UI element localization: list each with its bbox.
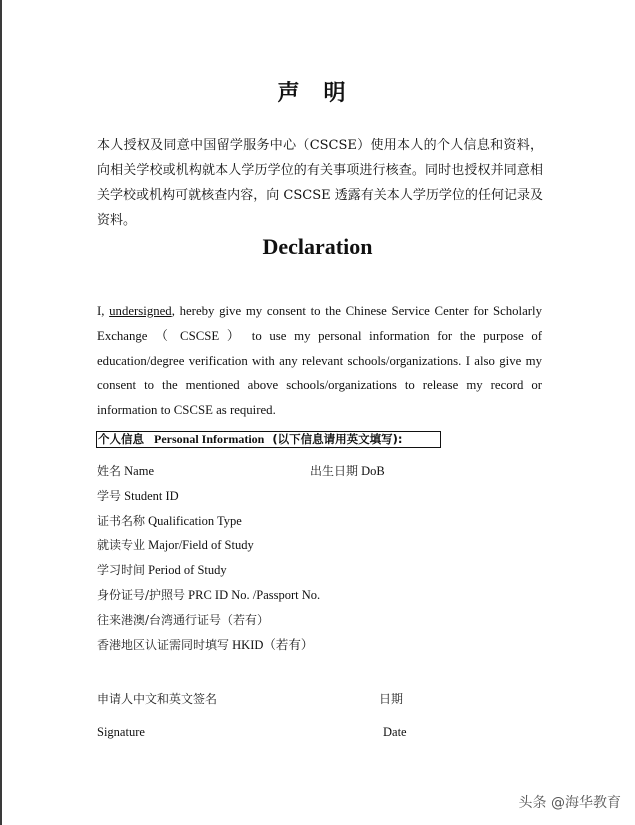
field-period-of-study <box>97 561 227 578</box>
field-label-en: Name <box>124 464 154 478</box>
field-label-en: DoB <box>361 464 385 478</box>
field-label-cn: 证书名称 <box>97 514 146 528</box>
title-english: Declaration <box>262 234 373 259</box>
field-hk-macau-taiwan-permit <box>97 611 269 628</box>
field-label-en: Major/Field of Study <box>148 538 254 552</box>
declaration-paragraph-english <box>97 299 542 423</box>
field-id-passport <box>97 586 320 603</box>
field-label-cn: 香港地区认证需同时填写 <box>97 638 230 652</box>
header-cn: 个人信息 <box>98 432 144 446</box>
date-label-en: Date <box>383 725 407 739</box>
signature-label-en: Signature <box>97 725 145 739</box>
title-chinese: 声明 <box>277 81 370 106</box>
para-prefix: I, <box>97 304 110 318</box>
signature-label-cn: 申请人中文和英文签名 <box>97 692 218 706</box>
field-label-cn: 就读专业 <box>97 538 146 552</box>
page-left-border <box>0 0 2 825</box>
watermark: 头条 @海华教育 <box>518 795 621 811</box>
field-label-cn: 学号 <box>97 489 122 503</box>
field-label-cn: 姓名 <box>97 464 122 478</box>
field-dob <box>310 462 385 479</box>
field-hkid <box>97 635 313 653</box>
field-label-en: PRC ID No. /Passport No. <box>188 588 321 602</box>
field-student-id <box>97 487 179 504</box>
personal-info-header <box>96 431 441 448</box>
field-name <box>97 462 154 479</box>
field-label-cn: 出生日期 <box>310 464 359 478</box>
field-label-en: Student ID <box>124 489 179 503</box>
field-label-cn: 往来港澳/台湾通行证号（若有） <box>97 613 270 627</box>
field-label-en: Period of Study <box>148 563 227 577</box>
field-label-en: HKID（若有） <box>232 638 314 652</box>
field-label-cn: 学习时间 <box>97 563 146 577</box>
para-rest: , hereby give my consent to the Chinese Service Center for Scholarly Exchange （ CSCSE ） to use my personal information for the purpose of education/degree verification with any relevant schools/organizations. I also give my consent to the mentioned above schools/organizations to release my record or information to CSCSE as required. <box>97 304 542 418</box>
undersigned-underlined: undersigned <box>109 304 172 318</box>
field-qualification-type <box>97 512 242 529</box>
header-note: (以下信息请用英文填写): <box>272 432 403 446</box>
date-label-cn: 日期 <box>379 692 404 706</box>
declaration-paragraph-chinese: 本人授权及同意中国留学服务中心（CSCSE）使用本人的个人信息和资料，向相关学校或机构就本人学历学位的有关事项进行核查。同时也授权并同意相关学校或机构可就核查内容，向 CSCSE 透露有关本人学历学位的任何记录及资料。 <box>97 138 543 228</box>
field-major <box>97 536 254 553</box>
header-en: Personal Information <box>154 432 265 446</box>
field-label-cn: 身份证号/护照号 <box>97 588 186 602</box>
field-label-en: Qualification Type <box>148 514 242 528</box>
